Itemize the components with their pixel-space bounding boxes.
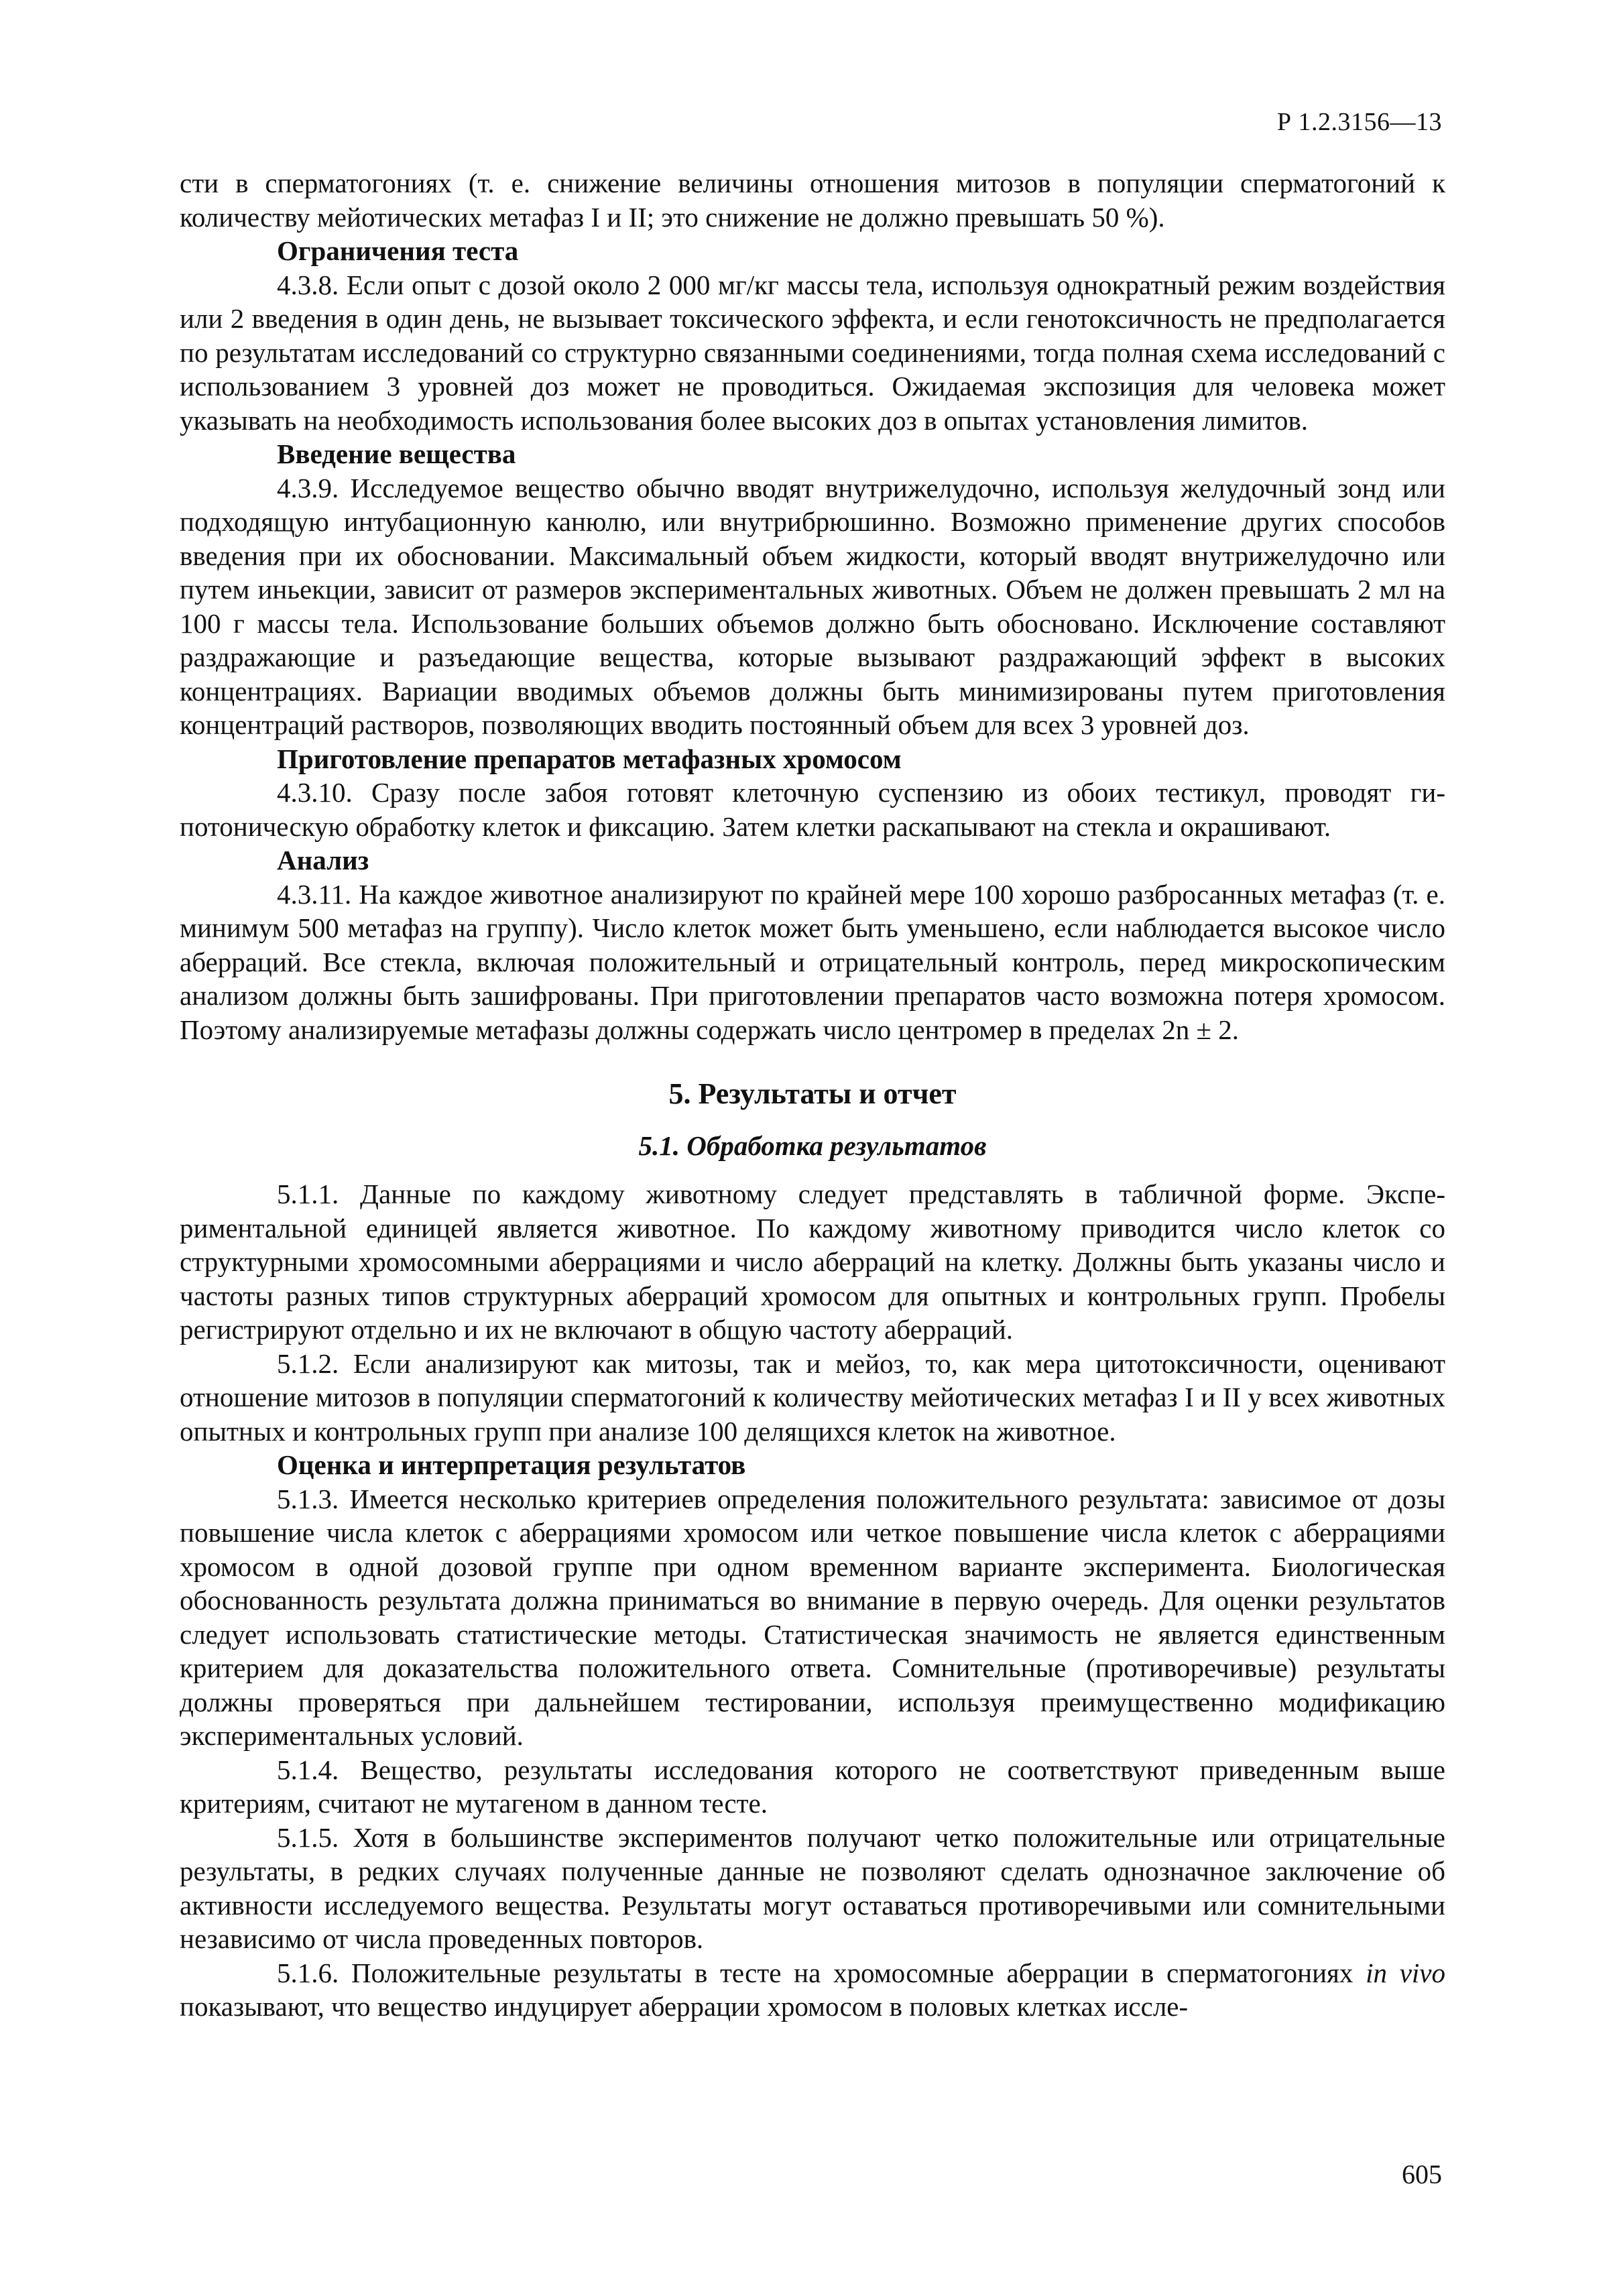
subsection-title: 5.1. Обработка результатов bbox=[638, 1130, 987, 1161]
paragraph: 4.3.8. Если опыт с дозой около 2 000 мг/кг массы тела, используя однократный режим воздействия или 2 введения в один день, не вызывает токсического эффекта, и если генотоксичность не предполагается по результатам исследований со структурно связанными соединениями, тогда полная схема исследований с использованием 3 уровней доз может не проводиться. Ожидаемая экспозиция для человека может указывать на необходимость использования более высоких доз в опытах установления лимитов. bbox=[180, 269, 1445, 436]
document-body bbox=[180, 166, 1445, 2024]
paragraph: 5.1.2. Если анализируют как митозы, так и мейоз, то, как мера цитотоксичности, оценивают отношение митозов в популяции сперматогоний к количеству мейотических метафаз I и II у всех животных опытных и контрольных групп при анализе 100 делящихся клеток на животное. bbox=[180, 1347, 1445, 1447]
page-number: 605 bbox=[1402, 2159, 1442, 2189]
paragraph: 4.3.10. Сразу после забоя готовят клеточную суспензию из обоих тестикул, проводят гипотоническую обработку клеток и фиксацию. Затем клетки раскапывают на стекла и окрашивают. bbox=[180, 777, 1445, 842]
subsection-heading: Анализ bbox=[277, 845, 369, 875]
section-title: 5. Результаты и отчет bbox=[668, 1077, 957, 1110]
document-number: Р 1.2.3156—13 bbox=[1276, 108, 1442, 136]
subsection-heading: Приготовление препаратов метафазных хромосом bbox=[277, 743, 902, 774]
subsection-heading: Ограничения теста bbox=[277, 235, 519, 266]
subsection-heading: Введение вещества bbox=[277, 438, 516, 469]
paragraph bbox=[180, 1956, 1445, 2024]
paragraph: 5.1.5. Хотя в большинстве экспериментов получают четко положительные или отрицательные результаты, в редких случаях полученные данные не позволяют сделать однозначное заключение об активности исследуемого вещества. Результаты могут оставаться противоречивыми или сомнительными независимо от числа проведенных повторов. bbox=[180, 1821, 1445, 1954]
paragraph-text: показывают, что вещество индуцирует аберрации хромосом в половых клетках иссле- bbox=[180, 1991, 1189, 2022]
paragraph: 5.1.3. Имеется несколько критериев определения положительного результата: зависимое от дозы повышение числа клеток с аберрациями хромосом или четкое повышение числа клеток с аберрациями хромосом в одной дозовой группе при одном временном варианте эксперимента. Биологическая обоснованность результата должна приниматься во внимание в первую очередь. Для оценки результатов следует использовать статистические методы. Статистическая значимость не является единственным критерием для доказательства положительного ответа. Сомнительные (противоречивые) результаты должны проверяться при дальнейшем тестировании, используя преимущественно модификацию экспериментальных условий. bbox=[180, 1483, 1445, 1751]
paragraph: 5.1.4. Вещество, результаты исследования которого не соответствуют приведенным выше критериям, считают не мутагеном в данном тесте. bbox=[180, 1754, 1445, 1819]
paragraph: сти в сперматогониях (т. е. снижение величины отношения митозов в популяции сперматогоний к количеству мейотических метафаз I и II; это снижение не должно превышать 50 %). bbox=[180, 168, 1445, 233]
italic-term: in vivo bbox=[1366, 1957, 1445, 1988]
paragraph-text: 5.1.6. Положительные результаты в тесте на хромосомные аберрации в сперматогониях bbox=[277, 1957, 1366, 1988]
subsection-heading: Оценка и интерпретация результатов bbox=[277, 1449, 746, 1480]
paragraph: 4.3.11. На каждое животное анализируют по крайней мере 100 хорошо разбросанных метафаз (т. е. минимум 500 метафаз на группу). Число клеток может быть уменьшено, если наблюдается высокое число аберраций. Все стекла, включая положительный и отрицательный контроль, перед микроскопическим анализом должны быть зашифрованы. При приготовлении препаратов часто возможна потеря хромосом. Поэтому анализируемые метафазы должны содержать число центромер в пределах 2n ± 2. bbox=[180, 878, 1445, 1045]
paragraph: 4.3.9. Исследуемое вещество обычно вводят внутрижелудочно, используя желудочный зонд или подходящую интубационную канюлю, или внутрибрюшинно. Возможно применение других способов введения при их обосновании. Максимальный объем жидкости, который вводят внутрижелудочно или путем иньекции, зависит от размеров экспериментальных животных. Объем не должен превышать 2 мл на 100 г массы тела. Использование больших объемов должно быть обосновано. Исключение составляют раздражающие и разъедающие вещества, которые вызывают раздражающий эффект в высоких концентрациях. Вариации вводимых объемов должны быть минимизированы путем приготовления концентраций растворов, позволяющих вводить постоянный объем для всех 3 уровней доз. bbox=[180, 472, 1445, 740]
paragraph: 5.1.1. Данные по каждому животному следует представлять в табличной форме. Экспериментальной единицей является животное. По каждому животному приводится число клеток со структурными хромосомными аберрациями и число аберраций на клетку. Должны быть указаны число и частоты разных типов структурных аберраций хромосом для опытных и контрольных групп. Пробелы регистрируют отдельно и их не включают в общую частоту аберраций. bbox=[180, 1179, 1445, 1345]
